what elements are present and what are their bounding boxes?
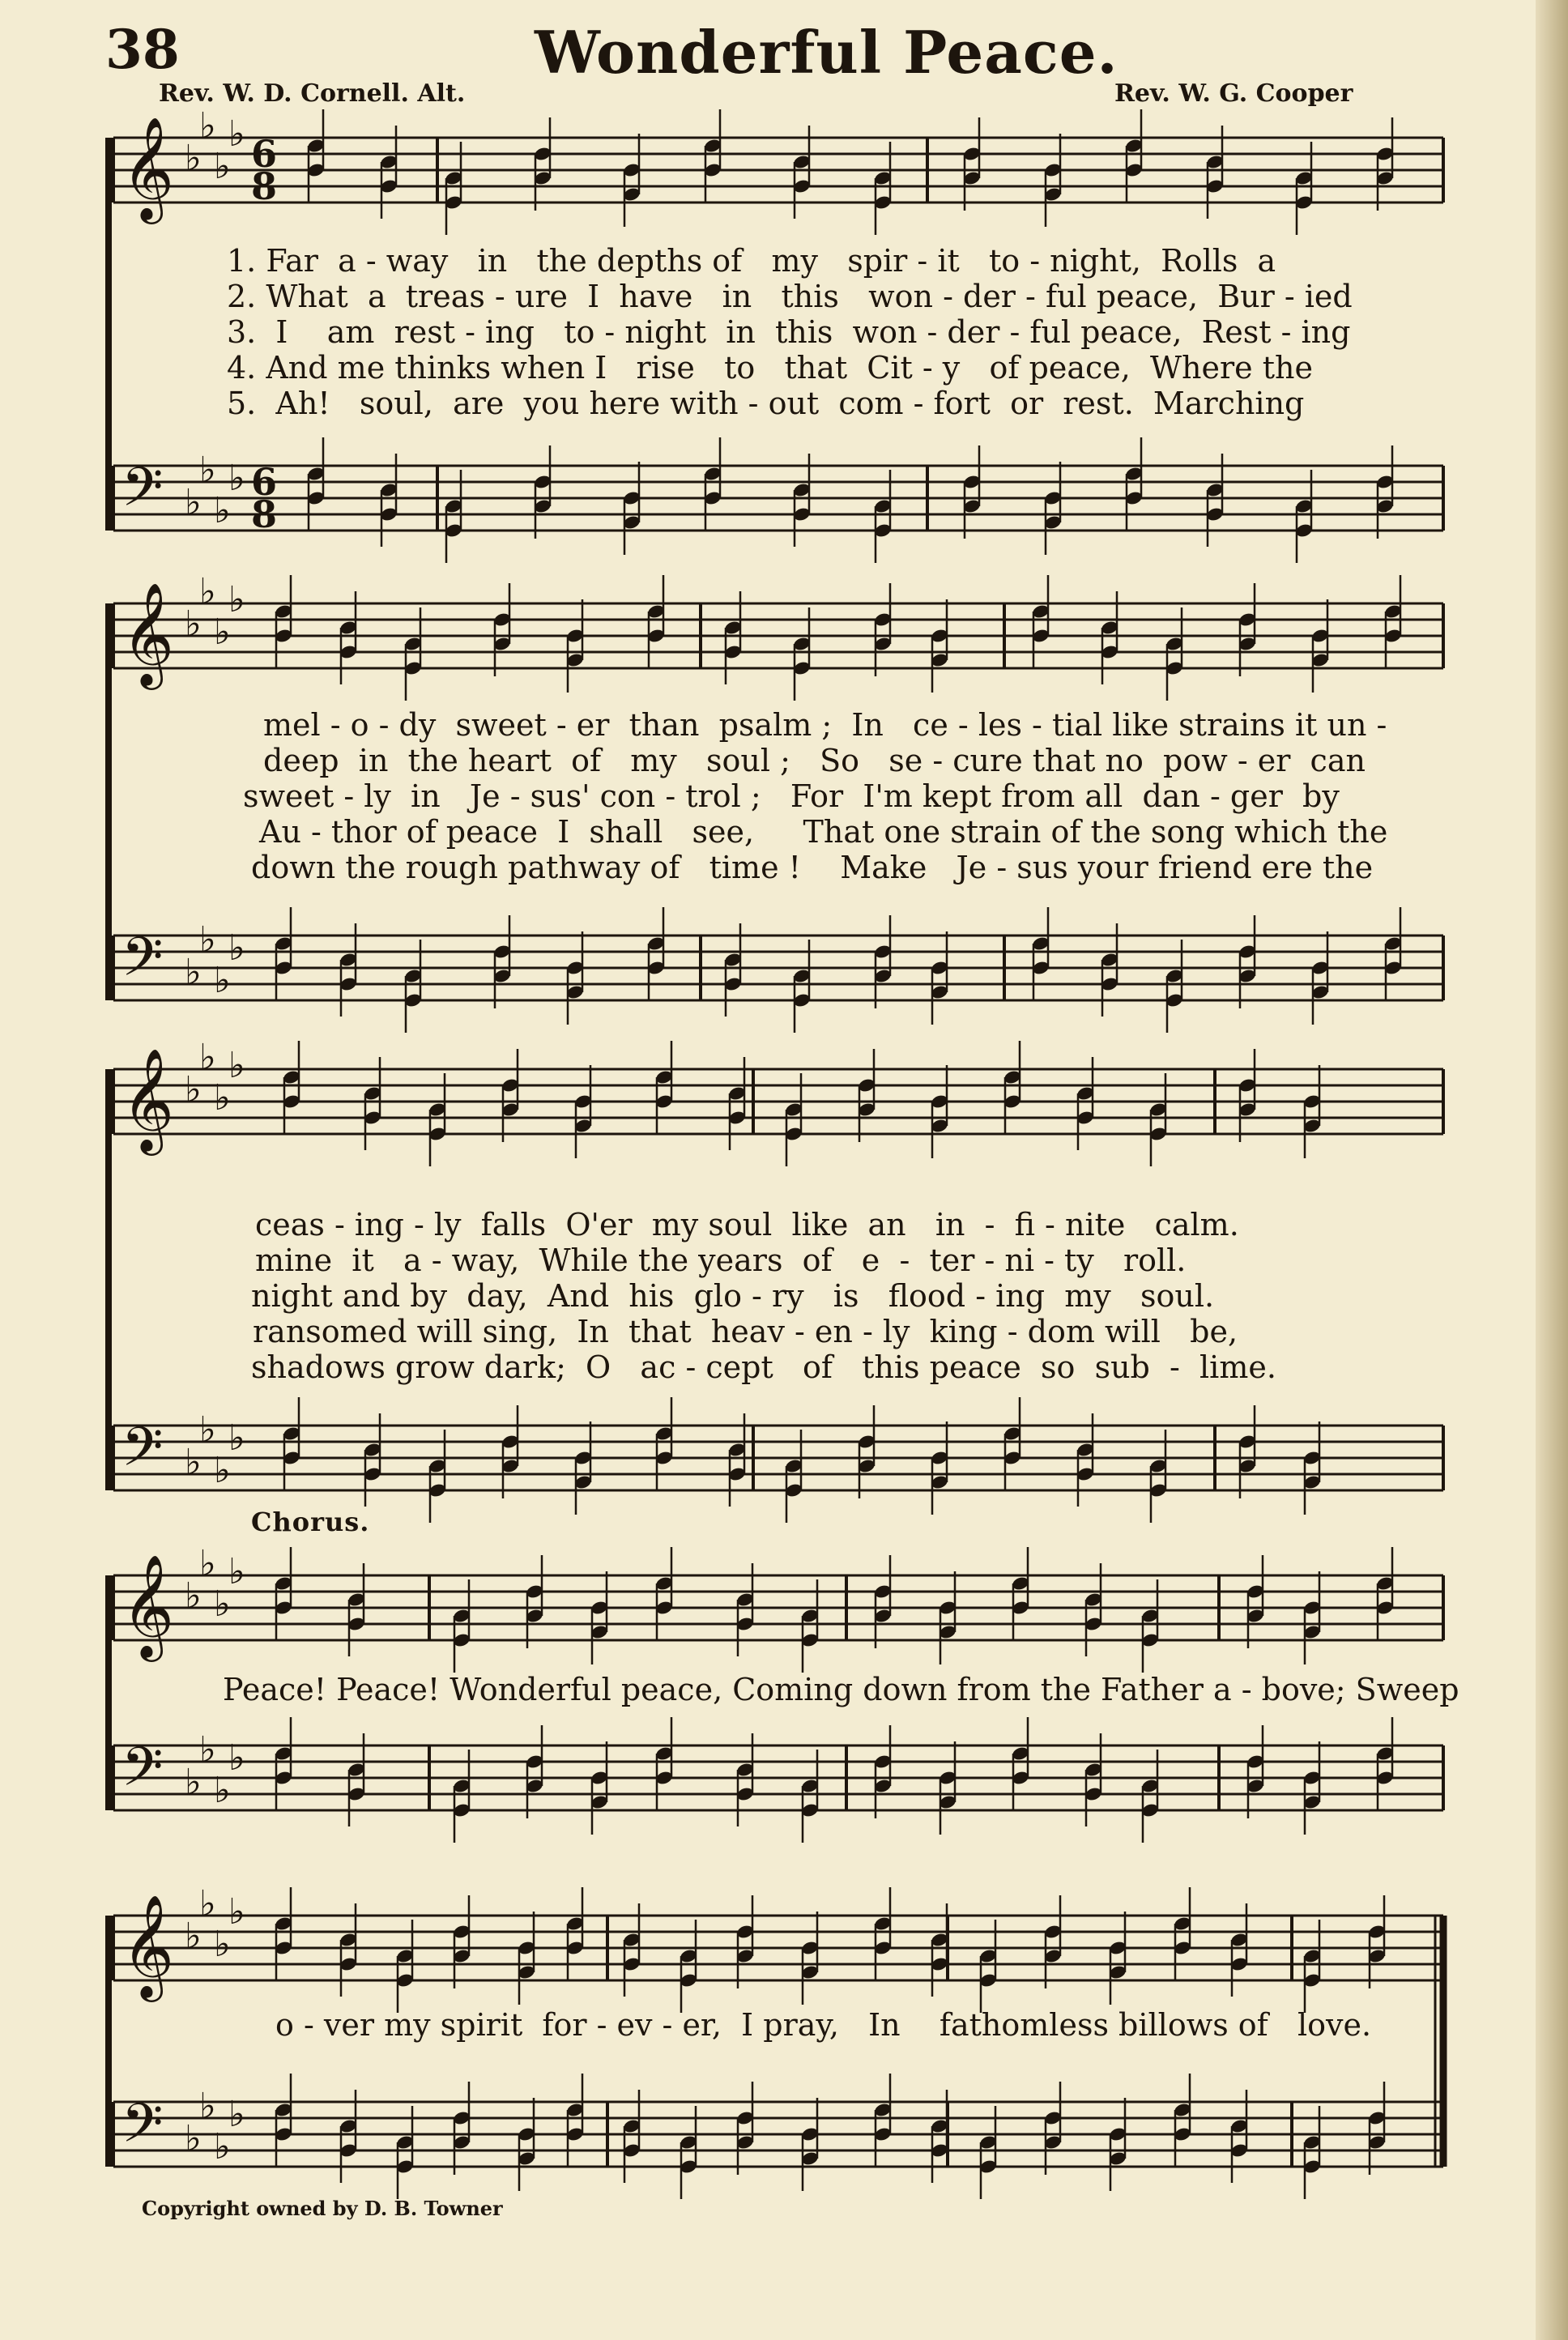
svg-text:♭: ♭ <box>214 612 231 653</box>
copyright-notice: Copyright owned by D. B. Towner <box>142 2197 503 2220</box>
system-3-bass-staff <box>113 1409 1443 1491</box>
system-2-treble-notes <box>274 575 1403 701</box>
time-signature-bass-8: 8 <box>251 492 278 536</box>
svg-text:𝄞: 𝄞 <box>121 1047 175 1151</box>
svg-text:♭: ♭ <box>199 2086 216 2127</box>
svg-text:♭: ♭ <box>228 1737 245 1779</box>
verse-3-line-1: 3. I am rest - ing to - night in this won - der - ful peace, Rest - ing <box>227 314 1351 350</box>
system-1-bass-staff <box>113 450 1443 531</box>
svg-text:𝄢: 𝄢 <box>121 1736 164 1811</box>
svg-text:♭: ♭ <box>199 450 216 491</box>
svg-text:♭: ♭ <box>228 113 245 155</box>
svg-text:♭: ♭ <box>228 1891 245 1933</box>
svg-text:♭: ♭ <box>185 1575 202 1617</box>
svg-text:𝄢: 𝄢 <box>121 456 164 531</box>
svg-text:𝄢: 𝄢 <box>121 2092 164 2167</box>
svg-text:♭: ♭ <box>185 482 202 523</box>
svg-text:♭: ♭ <box>199 1729 216 1771</box>
system-3-treble-staff <box>113 1037 1443 1156</box>
svg-text:♭: ♭ <box>185 603 202 645</box>
system-chorus-2-treble-notes <box>274 1887 1387 2013</box>
svg-text:♭: ♭ <box>199 919 216 961</box>
svg-text:𝄞: 𝄞 <box>121 582 175 685</box>
svg-text:♭: ♭ <box>214 1583 231 1625</box>
verse-3-line-2: sweet - ly in Je - sus' con - trol ; For I'm kept from all dan - ger by <box>243 778 1340 814</box>
time-signature-treble-8: 8 <box>251 164 278 208</box>
svg-text:♭: ♭ <box>228 1045 245 1086</box>
svg-text:♭: ♭ <box>228 1417 245 1459</box>
svg-text:𝄞: 𝄞 <box>121 1554 175 1657</box>
verse-2-line-2: deep in the heart of my soul ; So se - cure that no pow - er can <box>263 743 1366 778</box>
svg-text:♭: ♭ <box>199 1037 216 1078</box>
svg-text:♭: ♭ <box>185 2118 202 2159</box>
song-title: Wonderful Peace. <box>535 18 1118 87</box>
system-chorus-1-treble-staff <box>113 1543 1443 1662</box>
verse-2-line-1: 2. What a treas - ure I have in this won - der - ful peace, Bur - ied <box>227 279 1353 314</box>
verse-4-line-3: ransomed will sing, In that heav - en - ly king - dom will be, <box>253 1314 1238 1349</box>
chorus-lyrics-line-1: Peace! Peace! Wonderful peace, Coming down from the Father a - bove; Sweep <box>223 1672 1459 1707</box>
svg-text:𝄞: 𝄞 <box>121 1894 175 1997</box>
lyricist-credit: Rev. W. D. Cornell. Alt. <box>159 79 466 108</box>
chorus-label: Chorus. <box>251 1507 370 1537</box>
system-2-treble-staff <box>113 571 1443 690</box>
chorus-lyrics-line-2: o - ver my spirit for - ev - er, I pray, In fathomless billows of love. <box>275 2007 1372 2043</box>
svg-text:♭: ♭ <box>214 1450 231 1491</box>
verse-1-line-3: ceas - ing - ly falls O'er my soul like an in - fi - nite calm. <box>255 1207 1239 1242</box>
svg-text:♭: ♭ <box>185 1069 202 1110</box>
svg-text:♭: ♭ <box>214 146 231 187</box>
svg-text:♭: ♭ <box>199 571 216 612</box>
verse-4-line-2: Au - thor of peace I shall see, That one strain of the song which the <box>259 814 1388 850</box>
svg-text:♭: ♭ <box>214 490 231 531</box>
verse-5-line-1: 5. Ah! soul, are you here with - out com - fort or rest. Marching <box>227 386 1305 421</box>
system-chorus-2-bass-notes <box>274 2074 1387 2199</box>
svg-text:♭: ♭ <box>214 1077 231 1119</box>
svg-text:♭: ♭ <box>185 1442 202 1483</box>
system-chorus-1-bass-notes <box>274 1717 1395 1843</box>
svg-text:♭: ♭ <box>214 2126 231 2167</box>
svg-text:♭: ♭ <box>199 1883 216 1924</box>
verse-1-line-2: mel - o - dy sweet - er than psalm ; In ce - les - tial like strains it un - <box>263 707 1387 743</box>
svg-text:♭: ♭ <box>228 458 245 499</box>
svg-text:𝄞: 𝄞 <box>121 116 175 220</box>
system-1-treble-notes <box>306 109 1395 235</box>
system-1-treble-staff <box>113 105 1443 224</box>
page-number: 38 <box>105 18 180 81</box>
verse-3-line-3: night and by day, And his glo - ry is flood - ing my soul. <box>251 1278 1215 1314</box>
verse-5-line-3: shadows grow dark; O ac - cept of this peace so sub - lime. <box>251 1349 1276 1385</box>
svg-text:♭: ♭ <box>185 1762 202 1803</box>
system-3-treble-notes <box>282 1041 1322 1166</box>
svg-text:♭: ♭ <box>228 2094 245 2135</box>
svg-text:♭: ♭ <box>228 579 245 620</box>
svg-text:♭: ♭ <box>228 927 245 969</box>
system-2-bass-notes <box>274 907 1403 1033</box>
svg-text:♭: ♭ <box>185 138 202 179</box>
verse-1-line-1: 1. Far a - way in the depths of my spir - it to - night, Rolls a <box>227 243 1276 279</box>
svg-text:♭: ♭ <box>214 1924 231 1965</box>
time-signature-bass-6: 6 <box>251 460 278 504</box>
system-chorus-1-bass-staff <box>113 1729 1443 1811</box>
verse-4-line-1: 4. And me thinks when I rise to that Cit - y of peace, Where the <box>227 350 1313 386</box>
svg-text:♭: ♭ <box>214 1770 231 1811</box>
svg-text:♭: ♭ <box>214 960 231 1001</box>
verse-2-line-3: mine it a - way, While the years of e - ter - ni - ty roll. <box>255 1242 1187 1278</box>
svg-text:♭: ♭ <box>185 1916 202 1957</box>
system-chorus-1-treble-notes <box>274 1547 1395 1673</box>
svg-text:♭: ♭ <box>185 952 202 993</box>
svg-text:𝄢: 𝄢 <box>121 926 164 1001</box>
composer-credit: Rev. W. G. Cooper <box>1114 79 1353 108</box>
svg-text:♭: ♭ <box>228 1551 245 1592</box>
svg-text:♭: ♭ <box>199 1543 216 1584</box>
system-3-bass-notes <box>282 1397 1322 1523</box>
time-signature-treble-6: 6 <box>251 132 278 176</box>
svg-text:𝄢: 𝄢 <box>121 1416 164 1491</box>
system-1-bass-notes <box>306 437 1395 563</box>
system-2-bass-staff <box>113 919 1443 1001</box>
verse-5-line-2: down the rough pathway of time ! Make Je - sus your friend ere the <box>251 850 1374 885</box>
svg-text:♭: ♭ <box>199 105 216 147</box>
svg-text:♭: ♭ <box>199 1409 216 1451</box>
